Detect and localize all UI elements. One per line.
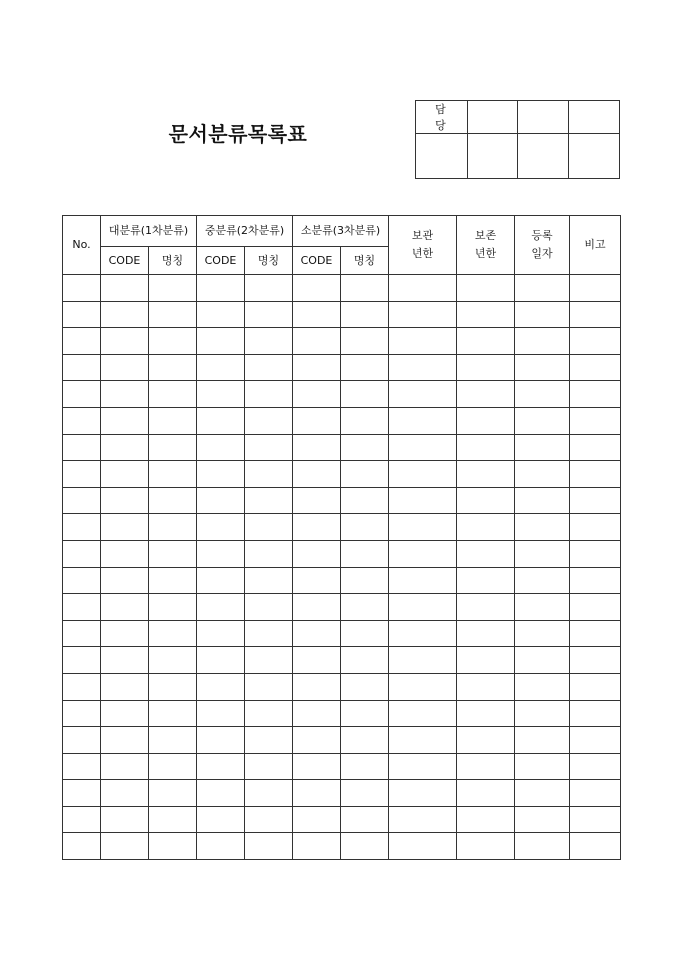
cell-preserve-period[interactable] [457, 328, 515, 355]
table-row [63, 461, 621, 488]
cell-registration-date[interactable] [515, 328, 570, 355]
cell-major-name[interactable] [149, 833, 197, 860]
cell-middle-name[interactable] [245, 407, 293, 434]
cell-major-code[interactable] [101, 780, 149, 807]
cell-middle-name[interactable] [245, 381, 293, 408]
cell-remarks[interactable] [570, 381, 621, 408]
cell-middle-name[interactable] [245, 780, 293, 807]
cell-remarks[interactable] [570, 780, 621, 807]
cell-major-name[interactable] [149, 540, 197, 567]
cell-minor-name[interactable] [341, 275, 389, 302]
cell-minor-name[interactable] [341, 407, 389, 434]
cell-no[interactable] [63, 301, 101, 328]
cell-registration-date[interactable] [515, 780, 570, 807]
table-row [63, 540, 621, 567]
cell-registration-date[interactable] [515, 594, 570, 621]
cell-no[interactable] [63, 487, 101, 514]
cell-keep-period[interactable] [389, 381, 457, 408]
header-minor-code: CODE [293, 247, 341, 275]
cell-registration-date[interactable] [515, 753, 570, 780]
cell-middle-code[interactable] [197, 354, 245, 381]
cell-middle-code[interactable] [197, 620, 245, 647]
header-minor-name: 명칭 [341, 247, 389, 275]
cell-major-code[interactable] [101, 487, 149, 514]
header-keep-period-line2: 년한 [411, 247, 434, 260]
cell-major-code[interactable] [101, 381, 149, 408]
cell-remarks[interactable] [570, 673, 621, 700]
cell-registration-date[interactable] [515, 381, 570, 408]
cell-preserve-period[interactable] [457, 434, 515, 461]
cell-minor-name[interactable] [341, 567, 389, 594]
cell-remarks[interactable] [570, 727, 621, 754]
cell-keep-period[interactable] [389, 594, 457, 621]
approval-box [415, 100, 620, 179]
cell-keep-period[interactable] [389, 780, 457, 807]
cell-middle-code[interactable] [197, 540, 245, 567]
header-no: No. [63, 216, 101, 275]
cell-remarks[interactable] [570, 514, 621, 541]
approval-signer-name-cell[interactable] [518, 101, 569, 134]
cell-major-name[interactable] [149, 407, 197, 434]
cell-remarks[interactable] [570, 833, 621, 860]
cell-preserve-period[interactable] [457, 833, 515, 860]
cell-minor-name[interactable] [341, 381, 389, 408]
cell-no[interactable] [63, 354, 101, 381]
cell-preserve-period[interactable] [457, 301, 515, 328]
cell-preserve-period[interactable] [457, 540, 515, 567]
cell-major-code[interactable] [101, 753, 149, 780]
cell-registration-date[interactable] [515, 833, 570, 860]
cell-no[interactable] [63, 620, 101, 647]
header-keep-period [389, 216, 457, 275]
cell-middle-code[interactable] [197, 700, 245, 727]
cell-middle-name[interactable] [245, 833, 293, 860]
cell-major-name[interactable] [149, 700, 197, 727]
cell-middle-name[interactable] [245, 620, 293, 647]
cell-minor-code[interactable] [293, 328, 341, 355]
cell-preserve-period[interactable] [457, 647, 515, 674]
cell-minor-code[interactable] [293, 301, 341, 328]
table-row [63, 753, 621, 780]
cell-middle-code[interactable] [197, 275, 245, 302]
cell-remarks[interactable] [570, 647, 621, 674]
cell-keep-period[interactable] [389, 673, 457, 700]
cell-remarks[interactable] [570, 594, 621, 621]
cell-major-name[interactable] [149, 381, 197, 408]
document-title: 문서분류목록표 [168, 122, 308, 146]
header-major-category: 대분류(1차분류) [101, 216, 197, 247]
cell-major-code[interactable] [101, 567, 149, 594]
cell-preserve-period[interactable] [457, 620, 515, 647]
cell-minor-name[interactable] [341, 514, 389, 541]
cell-registration-date[interactable] [515, 434, 570, 461]
cell-minor-code[interactable] [293, 540, 341, 567]
cell-major-name[interactable] [149, 594, 197, 621]
cell-major-name[interactable] [149, 514, 197, 541]
cell-no[interactable] [63, 328, 101, 355]
cell-minor-name[interactable] [341, 806, 389, 833]
cell-major-code[interactable] [101, 647, 149, 674]
cell-major-code[interactable] [101, 700, 149, 727]
cell-minor-code[interactable] [293, 407, 341, 434]
cell-no[interactable] [63, 381, 101, 408]
cell-minor-name[interactable] [341, 647, 389, 674]
cell-major-name[interactable] [149, 275, 197, 302]
header-registration-date-line1: 등록 [531, 229, 553, 242]
cell-major-code[interactable] [101, 833, 149, 860]
cell-remarks[interactable] [570, 328, 621, 355]
cell-remarks[interactable] [570, 806, 621, 833]
cell-registration-date[interactable] [515, 620, 570, 647]
header-registration-date-line2: 일자 [531, 247, 553, 260]
cell-middle-name[interactable] [245, 806, 293, 833]
cell-registration-date[interactable] [515, 727, 570, 754]
table-row [63, 328, 621, 355]
cell-middle-code[interactable] [197, 434, 245, 461]
cell-keep-period[interactable] [389, 407, 457, 434]
table-row [63, 727, 621, 754]
approval-label: 담 당 [416, 101, 468, 134]
cell-minor-code[interactable] [293, 275, 341, 302]
cell-major-code[interactable] [101, 620, 149, 647]
cell-minor-name[interactable] [341, 354, 389, 381]
cell-major-code[interactable] [101, 275, 149, 302]
cell-minor-name[interactable] [341, 727, 389, 754]
table-row [63, 620, 621, 647]
header-preserve-period-line2: 년한 [474, 247, 497, 260]
cell-major-name[interactable] [149, 780, 197, 807]
cell-middle-code[interactable] [197, 461, 245, 488]
cell-keep-period[interactable] [389, 461, 457, 488]
cell-remarks[interactable] [570, 700, 621, 727]
cell-preserve-period[interactable] [457, 354, 515, 381]
cell-preserve-period[interactable] [457, 727, 515, 754]
cell-registration-date[interactable] [515, 407, 570, 434]
header-middle-name: 명칭 [245, 247, 293, 275]
cell-minor-code[interactable] [293, 727, 341, 754]
table-row [63, 594, 621, 621]
cell-keep-period[interactable] [389, 434, 457, 461]
header-major-code: CODE [101, 247, 149, 275]
cell-minor-code[interactable] [293, 354, 341, 381]
cell-middle-name[interactable] [245, 434, 293, 461]
cell-remarks[interactable] [570, 753, 621, 780]
cell-major-name[interactable] [149, 806, 197, 833]
table-row [63, 647, 621, 674]
cell-keep-period[interactable] [389, 328, 457, 355]
cell-no[interactable] [63, 753, 101, 780]
cell-middle-name[interactable] [245, 275, 293, 302]
cell-minor-code[interactable] [293, 461, 341, 488]
cell-middle-name[interactable] [245, 487, 293, 514]
cell-remarks[interactable] [570, 567, 621, 594]
cell-middle-code[interactable] [197, 407, 245, 434]
cell-registration-date[interactable] [515, 647, 570, 674]
cell-middle-name[interactable] [245, 514, 293, 541]
cell-middle-name[interactable] [245, 540, 293, 567]
cell-preserve-period[interactable] [457, 753, 515, 780]
cell-major-name[interactable] [149, 647, 197, 674]
cell-keep-period[interactable] [389, 833, 457, 860]
cell-preserve-period[interactable] [457, 381, 515, 408]
cell-middle-code[interactable] [197, 727, 245, 754]
approval-sign-cell[interactable] [416, 134, 468, 179]
header-preserve-period-line1: 보존 [474, 229, 497, 242]
cell-major-name[interactable] [149, 328, 197, 355]
cell-registration-date[interactable] [515, 275, 570, 302]
cell-remarks[interactable] [570, 407, 621, 434]
cell-middle-code[interactable] [197, 594, 245, 621]
cell-middle-name[interactable] [245, 700, 293, 727]
cell-preserve-period[interactable] [457, 487, 515, 514]
cell-minor-name[interactable] [341, 594, 389, 621]
cell-minor-code[interactable] [293, 381, 341, 408]
table-row [63, 514, 621, 541]
cell-minor-code[interactable] [293, 434, 341, 461]
cell-major-code[interactable] [101, 354, 149, 381]
cell-major-code[interactable] [101, 461, 149, 488]
cell-no[interactable] [63, 407, 101, 434]
table-row [63, 833, 621, 860]
table-row [63, 354, 621, 381]
cell-middle-name[interactable] [245, 354, 293, 381]
cell-middle-code[interactable] [197, 514, 245, 541]
cell-major-code[interactable] [101, 673, 149, 700]
cell-major-name[interactable] [149, 487, 197, 514]
header-middle-category: 중분류(2차분류) [197, 216, 293, 247]
cell-minor-code[interactable] [293, 833, 341, 860]
table-row [63, 434, 621, 461]
cell-middle-code[interactable] [197, 673, 245, 700]
cell-preserve-period[interactable] [457, 806, 515, 833]
cell-minor-name[interactable] [341, 487, 389, 514]
cell-minor-name[interactable] [341, 780, 389, 807]
cell-minor-code[interactable] [293, 780, 341, 807]
cell-no[interactable] [63, 514, 101, 541]
cell-major-code[interactable] [101, 514, 149, 541]
cell-no[interactable] [63, 461, 101, 488]
cell-major-name[interactable] [149, 354, 197, 381]
cell-preserve-period[interactable] [457, 594, 515, 621]
cell-middle-name[interactable] [245, 301, 293, 328]
cell-middle-code[interactable] [197, 806, 245, 833]
cell-preserve-period[interactable] [457, 567, 515, 594]
cell-no[interactable] [63, 594, 101, 621]
cell-remarks[interactable] [570, 434, 621, 461]
cell-major-name[interactable] [149, 301, 197, 328]
cell-major-code[interactable] [101, 301, 149, 328]
cell-major-code[interactable] [101, 806, 149, 833]
cell-major-code[interactable] [101, 540, 149, 567]
cell-remarks[interactable] [570, 301, 621, 328]
cell-minor-name[interactable] [341, 833, 389, 860]
cell-no[interactable] [63, 673, 101, 700]
cell-remarks[interactable] [570, 487, 621, 514]
cell-keep-period[interactable] [389, 806, 457, 833]
cell-minor-code[interactable] [293, 753, 341, 780]
header-minor-category: 소분류(3차분류) [293, 216, 389, 247]
cell-minor-name[interactable] [341, 673, 389, 700]
cell-keep-period[interactable] [389, 567, 457, 594]
table-row [63, 487, 621, 514]
cell-minor-code[interactable] [293, 620, 341, 647]
cell-minor-code[interactable] [293, 673, 341, 700]
cell-minor-name[interactable] [341, 700, 389, 727]
cell-middle-name[interactable] [245, 567, 293, 594]
cell-no[interactable] [63, 700, 101, 727]
cell-major-name[interactable] [149, 620, 197, 647]
cell-major-code[interactable] [101, 594, 149, 621]
cell-no[interactable] [63, 806, 101, 833]
cell-minor-name[interactable] [341, 328, 389, 355]
cell-keep-period[interactable] [389, 727, 457, 754]
cell-no[interactable] [63, 727, 101, 754]
cell-minor-name[interactable] [341, 620, 389, 647]
cell-registration-date[interactable] [515, 461, 570, 488]
cell-remarks[interactable] [570, 620, 621, 647]
cell-middle-code[interactable] [197, 487, 245, 514]
cell-minor-name[interactable] [341, 540, 389, 567]
cell-middle-code[interactable] [197, 567, 245, 594]
cell-remarks[interactable] [570, 540, 621, 567]
cell-middle-code[interactable] [197, 328, 245, 355]
cell-preserve-period[interactable] [457, 780, 515, 807]
cell-registration-date[interactable] [515, 487, 570, 514]
cell-no[interactable] [63, 540, 101, 567]
cell-keep-period[interactable] [389, 647, 457, 674]
cell-preserve-period[interactable] [457, 673, 515, 700]
cell-no[interactable] [63, 275, 101, 302]
cell-registration-date[interactable] [515, 540, 570, 567]
table-row [63, 673, 621, 700]
cell-middle-code[interactable] [197, 780, 245, 807]
cell-minor-code[interactable] [293, 514, 341, 541]
cell-keep-period[interactable] [389, 700, 457, 727]
cell-keep-period[interactable] [389, 487, 457, 514]
header-registration-date [515, 216, 570, 275]
cell-minor-code[interactable] [293, 567, 341, 594]
table-row [63, 381, 621, 408]
cell-no[interactable] [63, 567, 101, 594]
table-row [63, 301, 621, 328]
header-major-name: 명칭 [149, 247, 197, 275]
table-row [63, 567, 621, 594]
cell-middle-code[interactable] [197, 381, 245, 408]
cell-major-code[interactable] [101, 727, 149, 754]
cell-keep-period[interactable] [389, 301, 457, 328]
cell-registration-date[interactable] [515, 673, 570, 700]
cell-registration-date[interactable] [515, 354, 570, 381]
cell-middle-code[interactable] [197, 833, 245, 860]
cell-no[interactable] [63, 647, 101, 674]
cell-middle-name[interactable] [245, 727, 293, 754]
table-row [63, 275, 621, 302]
cell-major-code[interactable] [101, 328, 149, 355]
approval-sign-cell[interactable] [518, 134, 569, 179]
approval-signer-name-cell[interactable] [468, 101, 518, 134]
cell-preserve-period[interactable] [457, 514, 515, 541]
cell-middle-name[interactable] [245, 461, 293, 488]
cell-minor-name[interactable] [341, 753, 389, 780]
cell-no[interactable] [63, 434, 101, 461]
cell-remarks[interactable] [570, 275, 621, 302]
cell-keep-period[interactable] [389, 275, 457, 302]
cell-registration-date[interactable] [515, 806, 570, 833]
cell-major-name[interactable] [149, 434, 197, 461]
approval-signer-name-cell[interactable] [569, 101, 620, 134]
cell-minor-name[interactable] [341, 434, 389, 461]
table-row [63, 407, 621, 434]
table-row [63, 700, 621, 727]
cell-major-name[interactable] [149, 753, 197, 780]
cell-keep-period[interactable] [389, 354, 457, 381]
cell-no[interactable] [63, 780, 101, 807]
cell-middle-name[interactable] [245, 328, 293, 355]
cell-remarks[interactable] [570, 354, 621, 381]
cell-middle-code[interactable] [197, 301, 245, 328]
cell-major-name[interactable] [149, 727, 197, 754]
approval-sign-cell[interactable] [468, 134, 518, 179]
cell-registration-date[interactable] [515, 514, 570, 541]
cell-minor-name[interactable] [341, 461, 389, 488]
cell-preserve-period[interactable] [457, 407, 515, 434]
table-row [63, 780, 621, 807]
classification-table [62, 215, 621, 860]
cell-middle-code[interactable] [197, 647, 245, 674]
cell-registration-date[interactable] [515, 567, 570, 594]
cell-middle-code[interactable] [197, 753, 245, 780]
cell-remarks[interactable] [570, 461, 621, 488]
header-keep-period-line1: 보관 [411, 229, 434, 242]
cell-middle-name[interactable] [245, 753, 293, 780]
cell-major-name[interactable] [149, 461, 197, 488]
table-body [63, 275, 621, 860]
cell-major-code[interactable] [101, 434, 149, 461]
cell-middle-name[interactable] [245, 594, 293, 621]
cell-keep-period[interactable] [389, 753, 457, 780]
cell-keep-period[interactable] [389, 620, 457, 647]
cell-minor-code[interactable] [293, 700, 341, 727]
cell-registration-date[interactable] [515, 700, 570, 727]
cell-registration-date[interactable] [515, 301, 570, 328]
header-middle-code: CODE [197, 247, 245, 275]
cell-minor-code[interactable] [293, 594, 341, 621]
cell-major-name[interactable] [149, 567, 197, 594]
cell-preserve-period[interactable] [457, 700, 515, 727]
header-preserve-period [457, 216, 515, 275]
cell-preserve-period[interactable] [457, 461, 515, 488]
cell-minor-code[interactable] [293, 487, 341, 514]
cell-minor-name[interactable] [341, 301, 389, 328]
cell-no[interactable] [63, 833, 101, 860]
cell-preserve-period[interactable] [457, 275, 515, 302]
cell-major-code[interactable] [101, 407, 149, 434]
cell-minor-code[interactable] [293, 806, 341, 833]
cell-middle-name[interactable] [245, 647, 293, 674]
cell-middle-name[interactable] [245, 673, 293, 700]
header-remarks: 비고 [570, 216, 621, 275]
cell-keep-period[interactable] [389, 540, 457, 567]
table-row [63, 806, 621, 833]
approval-sign-cell[interactable] [569, 134, 620, 179]
cell-major-name[interactable] [149, 673, 197, 700]
cell-minor-code[interactable] [293, 647, 341, 674]
cell-keep-period[interactable] [389, 514, 457, 541]
